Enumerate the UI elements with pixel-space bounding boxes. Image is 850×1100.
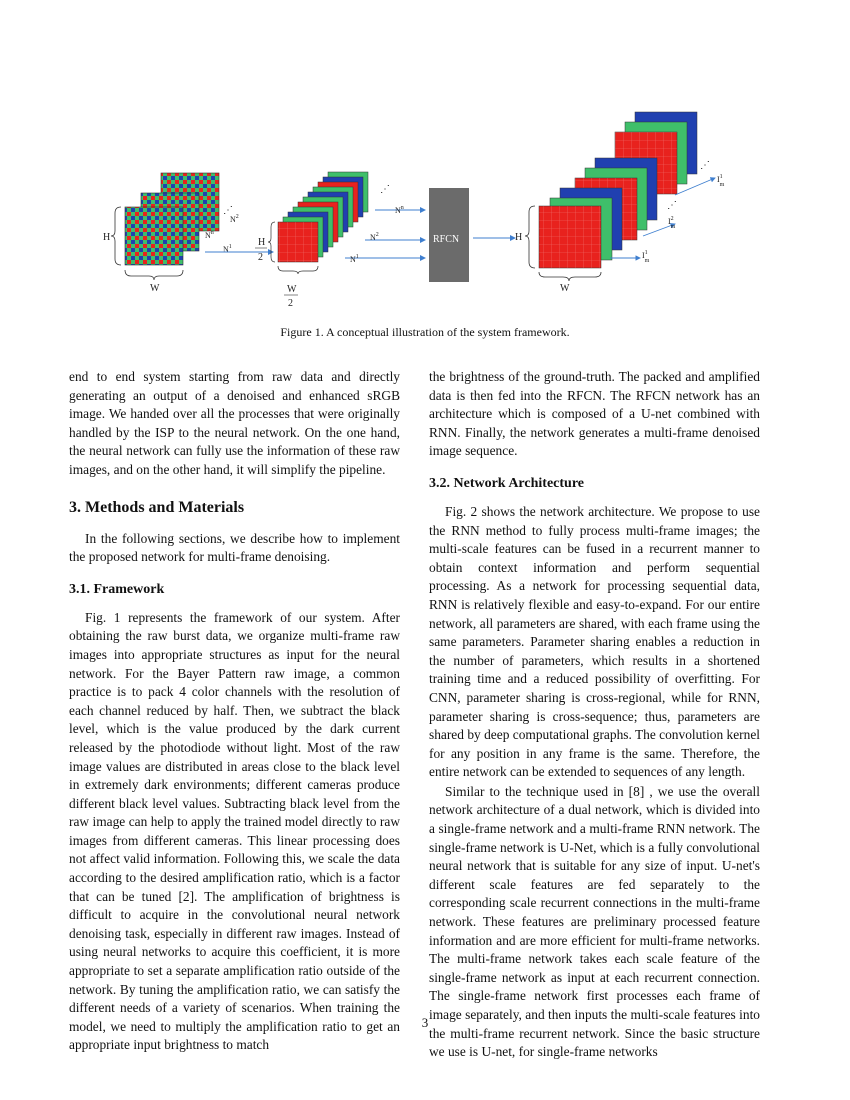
height-brace-left bbox=[111, 207, 121, 265]
output-image-sequence bbox=[539, 112, 697, 268]
left-column bbox=[69, 368, 400, 1055]
h-label-left: H bbox=[103, 232, 111, 243]
figure-caption: Figure 1. A conceptual illustration of the system framework. bbox=[280, 325, 570, 339]
frame-label-n-left: $N^n$ bbox=[205, 230, 214, 240]
width-brace-right bbox=[539, 272, 601, 281]
frame-label-n-mid: $N^n$ bbox=[395, 205, 404, 215]
frame-label-2-mid: $N^2$ bbox=[370, 232, 379, 242]
height-half-brace bbox=[268, 222, 275, 262]
page-number: 3 bbox=[421, 1015, 429, 1030]
subsection-heading-framework: 3.1. Framework bbox=[69, 581, 165, 597]
rfcn-label: RFCN bbox=[433, 234, 460, 245]
height-brace-right bbox=[525, 206, 535, 268]
system-framework-figure bbox=[95, 100, 755, 320]
width-brace-left bbox=[125, 270, 183, 280]
paragraph: In the following sections, we describe how to implement the proposed network for multi-frame denoising. bbox=[69, 530, 400, 565]
section-heading-methods: 3. Methods and Materials bbox=[69, 498, 245, 516]
frame-label-1-left: $N^1$ bbox=[223, 244, 232, 254]
paragraph: Fig. 2 shows the network architecture. We propose to use the RNN method to fully process multi-frame images; the multi-scale features can be fused in a recurrent manner to obtain context information and perform sequential processing. As a network for processing sequential data, RNN is relatively flexible and easy-to-expand. For our entire network, all parameters are shared, with each frame using the same parameters. Parameter sharing enables a reduction in the number of parameters, which results in a shortened training time and a reduced possibility of overfitting. For CNN, parameter sharing is cross-regional, while for RNN, parameter sharing is cross-sequence; thus, parameters are shared by deep computational graphs. The convolution kernel for any position in any frame is the same. Therefore, the entire network can be extended to sequences of any length. bbox=[429, 503, 760, 780]
ellipsis-right-mid: ⋰ bbox=[667, 200, 677, 211]
ellipsis-mid: ⋰ bbox=[380, 184, 390, 195]
w-half-label: W bbox=[287, 284, 297, 295]
raw-burst-frames bbox=[125, 173, 219, 265]
width-half-brace bbox=[278, 266, 318, 274]
packed-channel-stack bbox=[278, 172, 368, 262]
frame-label-1-mid: $N^1$ bbox=[350, 254, 359, 264]
ellipsis-left: ⋰ bbox=[223, 205, 233, 216]
paragraph: Fig. 1 represents the framework of our system. After obtaining the raw burst data, we organize multi-frame raw images into appropriate structures as input for the neural network. For the Bayer Pattern raw image, a common practice is to pack 4 color channels with the resolution of each channel reduced by half. Then, we subtract the black level, which is the value produced by the dark current released by the photodiode without light. Most of the raw image values are distributed in areas close to the black level in extremely dark environments; different cameras produce different black level values. Subtracting black level from the raw image can help to apply the trained model directly to raw images from different cameras. This linear processing does not affect valid information. Following this, we scale the data according to the desired amplification ratio, which is a factor that can be tuned [2]. The amplification of brightness is difficult to acquire in the convolutional neural network denoising task, especially in different raw images. Instead of using neural networks to acquire this coefficient, it is more appropriate to set a separate amplification ratio outside of the network. By tuning the amplification ratio, we can satisfy the different needs of a variety of scenarios. When training the model, we need to multiply the amplification ratio to get an appropriate input brightness to match bbox=[69, 609, 400, 1053]
output-label-1: $I^1$ m bbox=[717, 174, 725, 188]
subsection-heading-architecture: 3.2. Network Architecture bbox=[429, 475, 584, 491]
paragraph: Similar to the technique used in [8] , we use the overall network architecture of a dual network, which is divided into a single-frame network and a multi-frame RNN network. The single-frame network is U-Net, which is a fully convolutional neural network that is suitable for any size of input. U-net's different scale features are fed separately to the corresponding scale recurrent connections in the multi-frame network. These features are preliminary processed feature information and are more efficient for multi-frame networks. The multi-frame network takes each scale feature of the single-frame network as input at each recurrent connection. The single-frame network first processes each frame of image separately, and then inputs the multi-scale features into the multi-frame recurrent network. Since the basic structure we use is U-net, for single-frame networks bbox=[429, 783, 760, 1060]
h-half-label: H bbox=[258, 237, 266, 248]
paragraph: end to end system starting from raw data and directly generating an output of a denoised and enhanced sRGB image. We handed over all the processes that were originally handled by the ISP to the neural network. On the one hand, the neural network can fully use the information of these raw images, and on the other hand, it will simplify the pipeline. bbox=[69, 369, 400, 477]
w-half-den: 2 bbox=[288, 298, 293, 309]
frame-label-2-left: $N^2$ bbox=[230, 214, 239, 224]
h-half-den: 2 bbox=[258, 252, 263, 263]
output-label-n: $I^1$ m bbox=[642, 250, 650, 264]
right-column bbox=[429, 368, 760, 1062]
ellipsis-right-top: ⋰ bbox=[700, 160, 710, 171]
w-label-right: W bbox=[560, 283, 570, 294]
paragraph: the brightness of the ground-truth. The packed and amplified data is then fed into the RFCN. The RFCN network has an architecture which is composed of a U-net combined with RNN. Finally, the network generates a multi-frame denoised image sequence. bbox=[429, 369, 760, 459]
w-label-left: W bbox=[150, 283, 160, 294]
output-label-2: $I^2$ m bbox=[668, 216, 676, 230]
h-label-right: H bbox=[515, 232, 523, 243]
framework-diagram bbox=[95, 100, 755, 320]
